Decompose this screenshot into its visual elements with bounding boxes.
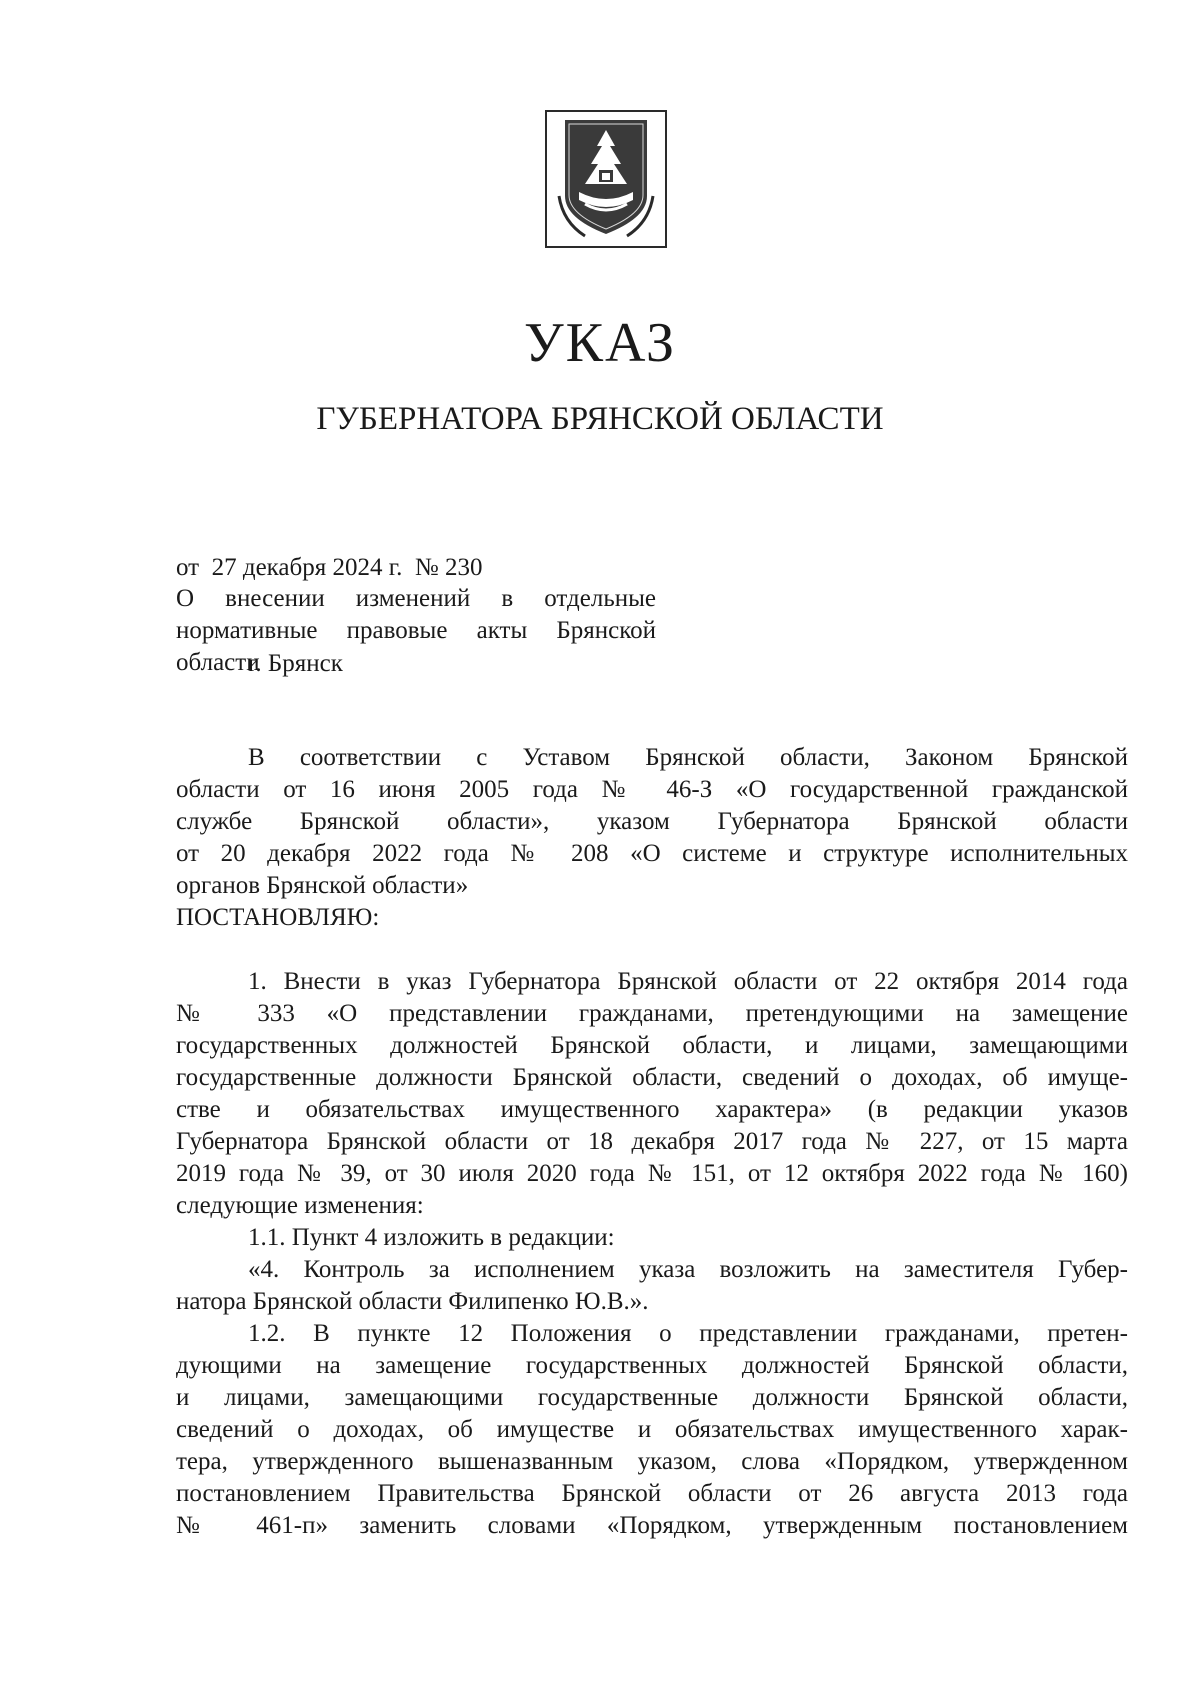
item-1-line: стве и обязательствах имущественного характера» (в редакции указов	[176, 1096, 1128, 1123]
document-subject	[176, 583, 656, 679]
decree-word: ПОСТАНОВЛЯЮ:	[176, 904, 380, 931]
preamble-line: службе Брянской области», указом Губернатора Брянской области	[176, 808, 1128, 835]
item-1-2-line: 1.2. В пункте 12 Положения о представлении гражданами, претен-	[248, 1320, 1128, 1347]
city: г. Брянск	[248, 650, 343, 677]
item-1-line: № 333 «О представлении гражданами, претендующими на замещение	[176, 1000, 1128, 1027]
item-1-2-line: и лицами, замещающими государственные должности Брянской области,	[176, 1384, 1128, 1411]
subject-line: нормативные правовые акты Брянской	[176, 617, 656, 644]
subject-line: области	[176, 649, 260, 676]
subject-line: О внесении изменений в отдельные	[176, 585, 656, 612]
preamble-line: области от 16 июня 2005 года № 46-З «О государственной гражданской	[176, 776, 1128, 803]
item-1-line: следующие изменения:	[176, 1192, 424, 1219]
preamble-line: органов Брянской области»	[176, 872, 469, 899]
item-1-line: 2019 года № 39, от 30 июля 2020 года № 151, от 12 октября 2022 года № 160)	[176, 1160, 1128, 1187]
item-1-2-line: дующими на замещение государственных должностей Брянской области,	[176, 1352, 1128, 1379]
date-and-number: от 27 декабря 2024 г. № 230	[176, 554, 483, 581]
item-1-2-line: № 461-п» заменить словами «Порядком, утвержденным постановлением	[176, 1512, 1128, 1539]
coat-of-arms-icon	[545, 110, 667, 248]
item-1-2-line: тера, утвержденного вышеназванным указом, слова «Порядком, утвержденном	[176, 1448, 1128, 1475]
item-1-2-line: постановлением Правительства Брянской области от 26 августа 2013 года	[176, 1480, 1128, 1507]
document-body	[176, 742, 1128, 1542]
preamble-line: от 20 декабря 2022 года № 208 «О системе и структуре исполнительных	[176, 840, 1128, 867]
item-1-1-quote-line: натора Брянской области Филипенко Ю.В.».	[176, 1288, 649, 1315]
item-1-line: государственные должности Брянской области, сведений о доходах, об имуще-	[176, 1064, 1128, 1091]
item-1-line: Губернатора Брянской области от 18 декабря 2017 года № 227, от 15 марта	[176, 1128, 1128, 1155]
preamble-line: В соответствии с Уставом Брянской области, Законом Брянской	[248, 744, 1128, 771]
document-issuer: ГУБЕРНАТОРА БРЯНСКОЙ ОБЛАСТИ	[316, 401, 884, 437]
item-1-line: государственных должностей Брянской области, и лицами, замещающими	[176, 1032, 1128, 1059]
item-1-1: 1.1. Пункт 4 изложить в редакции:	[248, 1224, 615, 1251]
item-1-2-line: сведений о доходах, об имуществе и обязательствах имущественного харак-	[176, 1416, 1128, 1443]
item-1-line: 1. Внести в указ Губернатора Брянской области от 22 октября 2014 года	[248, 968, 1128, 995]
item-1-1-quote-line: «4. Контроль за исполнением указа возложить на заместителя Губер-	[248, 1256, 1128, 1283]
document-title: УКАЗ	[523, 312, 677, 374]
